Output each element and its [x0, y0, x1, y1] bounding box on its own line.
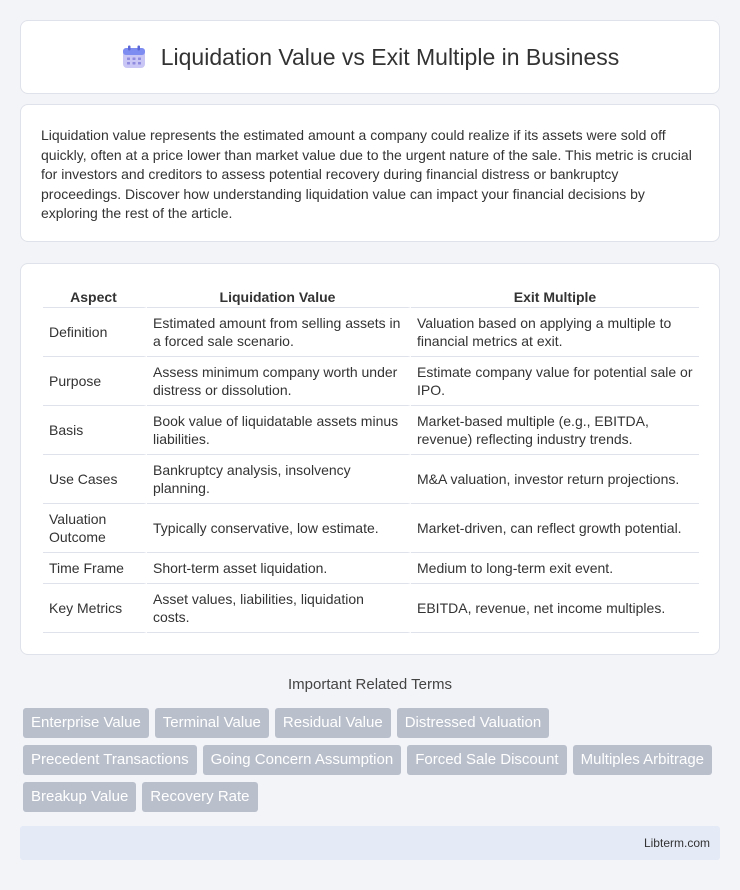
footer-site-link[interactable]: Libterm.com [643, 836, 710, 850]
cell-exit: Market-based multiple (e.g., EBITDA, revenue) reflecting industry trends. [411, 406, 699, 455]
related-term-chip[interactable]: Multiples Arbitrage [573, 745, 712, 775]
cell-aspect: Use Cases [43, 455, 147, 504]
related-term-chip[interactable]: Breakup Value [23, 782, 136, 812]
footer [20, 826, 720, 860]
table-row [43, 357, 699, 406]
related-term-chip[interactable]: Forced Sale Discount [407, 745, 566, 775]
comparison-table [43, 286, 699, 633]
cell-liquidation: Estimated amount from selling assets in a forced sale scenario. [147, 308, 411, 357]
page-title: Liquidation Value vs Exit Multiple in Business [160, 43, 620, 70]
cell-exit: Market-driven, can reflect growth potential. [411, 504, 699, 553]
header-exit-multiple: Exit Multiple [411, 286, 699, 308]
cell-aspect: Definition [43, 308, 147, 357]
table-row [43, 584, 699, 633]
table-row [43, 504, 699, 553]
intro-card [20, 104, 720, 242]
cell-liquidation: Assess minimum company worth under distress or dissolution. [147, 357, 411, 406]
table-row [43, 308, 699, 357]
cell-exit: EBITDA, revenue, net income multiples. [411, 584, 699, 633]
cell-aspect: Time Frame [43, 553, 147, 584]
cell-liquidation: Short-term asset liquidation. [147, 553, 411, 584]
cell-exit: M&A valuation, investor return projections. [411, 455, 699, 504]
comparison-card [20, 263, 720, 655]
intro-text: Liquidation value represents the estimated amount a company could realize if its assets were sold off quickly, often at a price lower than market value due to the urgent nature of the sale. This metric is crucial for investors and creditors to assess potential recovery during financial distress or bankruptcy proceedings. Discover how understanding liquidation value can impact your financial decisions by exploring the rest of the article. [41, 127, 692, 222]
table-row [43, 553, 699, 584]
header-aspect: Aspect [43, 286, 147, 308]
cell-liquidation: Bankruptcy analysis, insolvency planning. [147, 455, 411, 504]
cell-liquidation: Typically conservative, low estimate. [147, 504, 411, 553]
related-term-chip[interactable]: Enterprise Value [23, 708, 149, 738]
header-liquidation-value: Liquidation Value [147, 286, 411, 308]
related-term-chip[interactable]: Going Concern Assumption [203, 745, 402, 775]
related-term-chip[interactable]: Distressed Valuation [397, 708, 549, 738]
cell-exit: Medium to long-term exit event. [411, 553, 699, 584]
related-term-chip[interactable]: Terminal Value [155, 708, 269, 738]
cell-aspect: Valuation Outcome [43, 504, 147, 553]
related-term-chip[interactable]: Residual Value [275, 708, 391, 738]
table-row [43, 455, 699, 504]
cell-aspect: Purpose [43, 357, 147, 406]
related-term-chip[interactable]: Precedent Transactions [23, 745, 197, 775]
related-terms [23, 708, 713, 812]
calendar-icon [121, 44, 147, 70]
related-terms-title: Important Related Terms [288, 676, 452, 693]
related-term-chip[interactable]: Recovery Rate [142, 782, 257, 812]
title-card [20, 20, 720, 94]
cell-exit: Estimate company value for potential sale or IPO. [411, 357, 699, 406]
cell-liquidation: Book value of liquidatable assets minus liabilities. [147, 406, 411, 455]
cell-aspect: Key Metrics [43, 584, 147, 633]
cell-exit: Valuation based on applying a multiple to financial metrics at exit. [411, 308, 699, 357]
cell-liquidation: Asset values, liabilities, liquidation costs. [147, 584, 411, 633]
cell-aspect: Basis [43, 406, 147, 455]
table-row [43, 406, 699, 455]
